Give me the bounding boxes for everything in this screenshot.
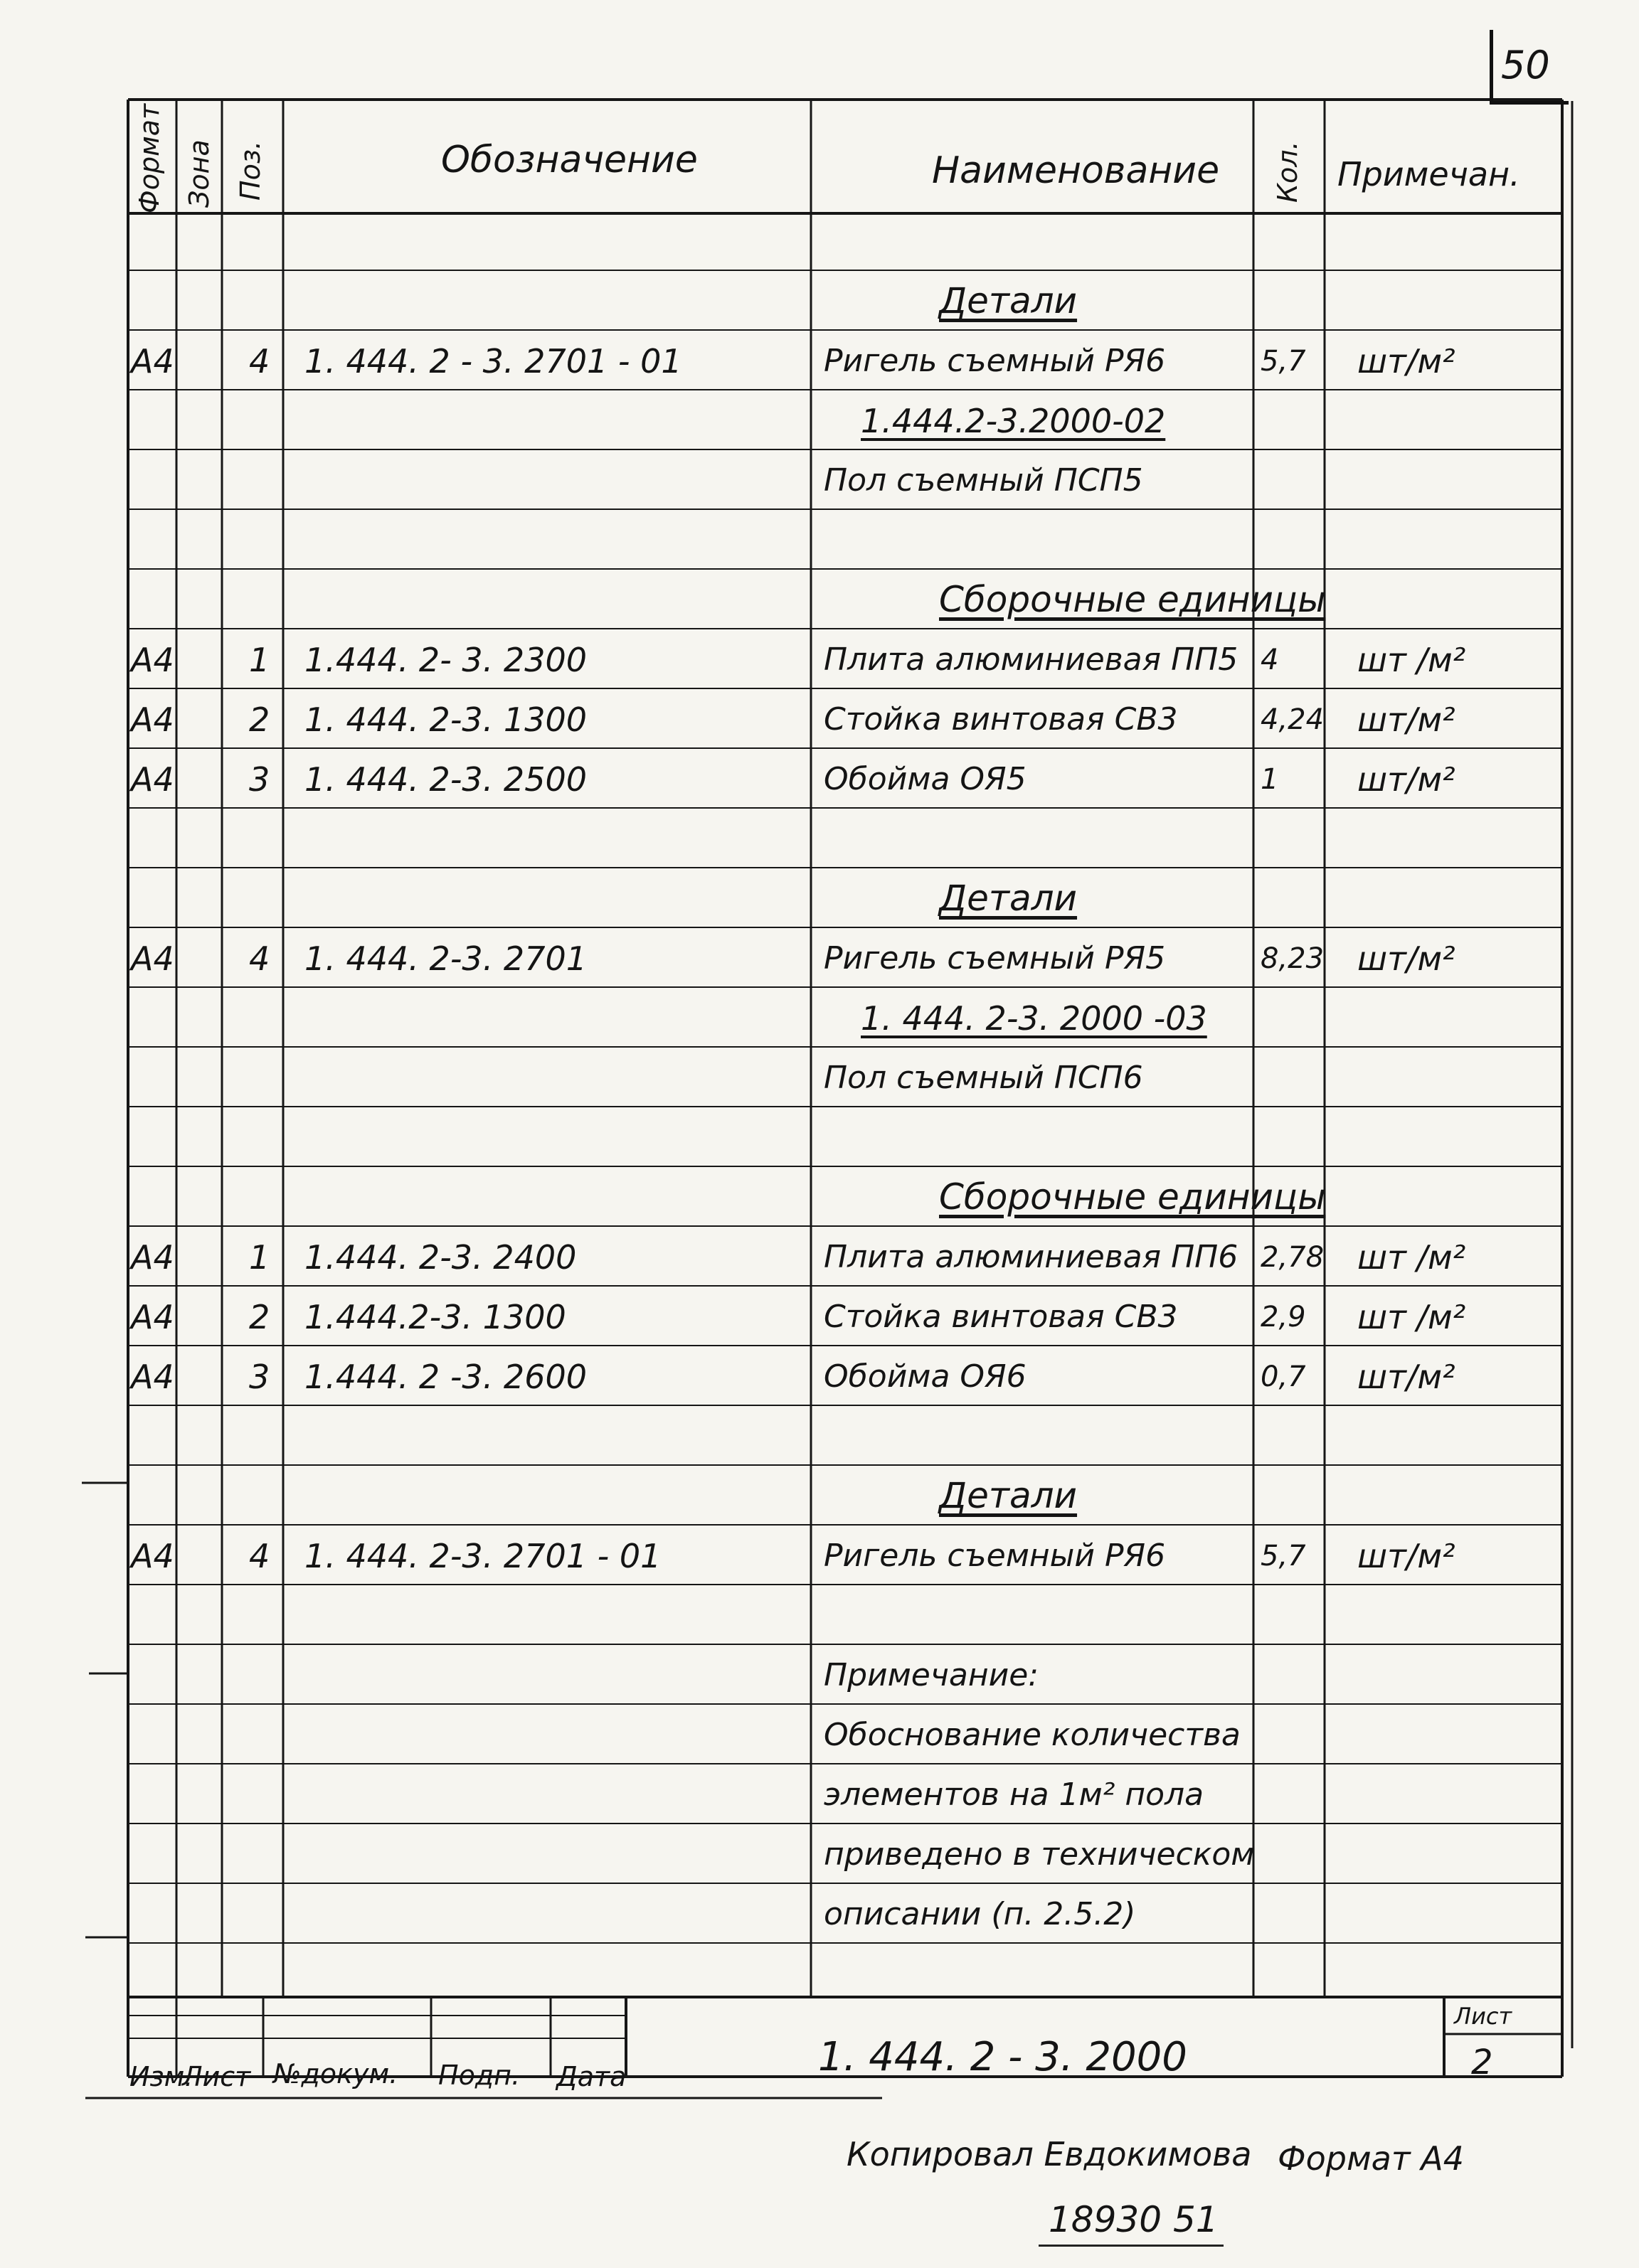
row-quantity: 2,9	[1261, 1301, 1306, 1333]
row-quantity: 8,23	[1261, 942, 1325, 975]
row-position: 2	[249, 701, 270, 739]
row-designation: 1.444. 2-3. 2400	[304, 1238, 577, 1277]
section-heading: Детали	[939, 1475, 1078, 1516]
row-name: Ригель съемный РЯ6	[824, 1538, 1166, 1574]
header-note: Примечан.	[1337, 155, 1520, 193]
row-note: шт/м²	[1357, 701, 1455, 739]
tb-doc-no: №докум.	[273, 2058, 398, 2089]
footer-number: 18930 51	[1049, 2199, 1219, 2240]
section-heading: Сборочные единицы	[939, 1176, 1326, 1218]
row-designation: 1.444. 2 -3. 2600	[304, 1358, 587, 1396]
row-name: приведено в техническом	[824, 1836, 1255, 1873]
header-name: Наименование	[932, 149, 1220, 192]
row-designation: 1.444. 2- 3. 2300	[304, 641, 587, 679]
row-position: 4	[249, 939, 270, 978]
row-note: шт/м²	[1357, 760, 1455, 799]
row-name: Пол съемный ПСП5	[824, 462, 1143, 499]
page-number: 50	[1501, 43, 1550, 87]
row-format: А4	[131, 760, 174, 799]
row-format: А4	[131, 701, 174, 739]
row-name: Обойма ОЯ6	[824, 1358, 1027, 1395]
row-name: элементов на 1м² пола	[824, 1777, 1204, 1813]
row-quantity: 2,78	[1261, 1241, 1325, 1274]
row-note: шт/м²	[1357, 342, 1455, 380]
row-format: А4	[131, 1537, 174, 1575]
footer-copied: Копировал Евдокимова	[847, 2135, 1252, 2173]
header-pos: Поз.	[235, 140, 266, 201]
row-note: шт/м²	[1357, 1537, 1455, 1575]
row-quantity: 1	[1261, 763, 1279, 796]
row-position: 2	[249, 1298, 270, 1336]
row-name: Обойма ОЯ5	[824, 761, 1027, 797]
row-note: шт /м²	[1357, 1238, 1466, 1277]
footer-underline	[1039, 2245, 1224, 2247]
row-format: А4	[131, 1358, 174, 1396]
row-note: шт /м²	[1357, 641, 1466, 679]
row-format: А4	[131, 1238, 174, 1277]
document-code: 1. 444. 2 - 3. 2000	[818, 2034, 1187, 2080]
section-heading: Сборочные единицы	[939, 579, 1326, 620]
tb-date: Дата	[556, 2061, 627, 2092]
row-format: А4	[131, 641, 174, 679]
row-quantity: 5,7	[1261, 345, 1306, 378]
tb-signature: Подп.	[438, 2060, 521, 2091]
row-format: А4	[131, 342, 174, 380]
row-quantity: 5,7	[1261, 1540, 1306, 1572]
row-format: А4	[131, 1298, 174, 1336]
row-name-reference: 1. 444. 2-3. 2000 -03	[861, 999, 1207, 1038]
header-format: Формат	[134, 103, 165, 213]
row-name: Плита алюминиевая ПП5	[824, 641, 1238, 678]
row-name: Плита алюминиевая ПП6	[824, 1239, 1238, 1275]
row-designation: 1. 444. 2-3. 1300	[304, 701, 587, 739]
row-name: Ригель съемный РЯ5	[824, 940, 1166, 976]
row-designation: 1.444.2-3. 1300	[304, 1298, 566, 1336]
row-designation: 1. 444. 2-3. 2701 - 01	[304, 1537, 662, 1575]
row-note: шт/м²	[1357, 939, 1455, 978]
tb-sheet-label: Лист	[1454, 2003, 1512, 2030]
row-position: 4	[249, 1537, 270, 1575]
row-designation: 1. 444. 2 - 3. 2701 - 01	[304, 342, 682, 380]
header-qty: Кол.	[1272, 141, 1303, 203]
row-position: 3	[249, 760, 270, 799]
tb-sheet-number: 2	[1471, 2043, 1493, 2082]
row-name: Пол съемный ПСП6	[824, 1060, 1143, 1096]
tb-list: Лист	[182, 2061, 251, 2092]
row-quantity: 4,24	[1261, 703, 1325, 736]
header-designation: Обозначение	[441, 139, 698, 181]
row-position: 1	[249, 641, 270, 679]
row-quantity: 0,7	[1261, 1361, 1306, 1393]
row-name: Ригель съемный РЯ6	[824, 343, 1166, 379]
row-format: А4	[131, 939, 174, 978]
row-designation: 1. 444. 2-3. 2500	[304, 760, 587, 799]
row-position: 1	[249, 1238, 270, 1277]
row-quantity: 4	[1261, 644, 1279, 676]
row-name: Примечание:	[824, 1657, 1039, 1693]
row-position: 3	[249, 1358, 270, 1396]
section-heading: Детали	[939, 878, 1078, 919]
row-note: шт/м²	[1357, 1358, 1455, 1396]
row-name: Обоснование количества	[824, 1717, 1241, 1753]
row-note: шт /м²	[1357, 1298, 1466, 1336]
row-name: описании (п. 2.5.2)	[824, 1896, 1136, 1932]
header-zone: Зона	[184, 139, 215, 208]
row-name: Стойка винтовая СВ3	[824, 1299, 1178, 1335]
row-name: Стойка винтовая СВ3	[824, 701, 1178, 738]
tb-izm: Изм.	[129, 2061, 193, 2092]
footer-format: Формат А4	[1278, 2139, 1464, 2178]
row-position: 4	[249, 342, 270, 380]
section-heading: Детали	[939, 280, 1078, 321]
row-name-reference: 1.444.2-3.2000-02	[861, 402, 1166, 440]
row-designation: 1. 444. 2-3. 2701	[304, 939, 587, 978]
